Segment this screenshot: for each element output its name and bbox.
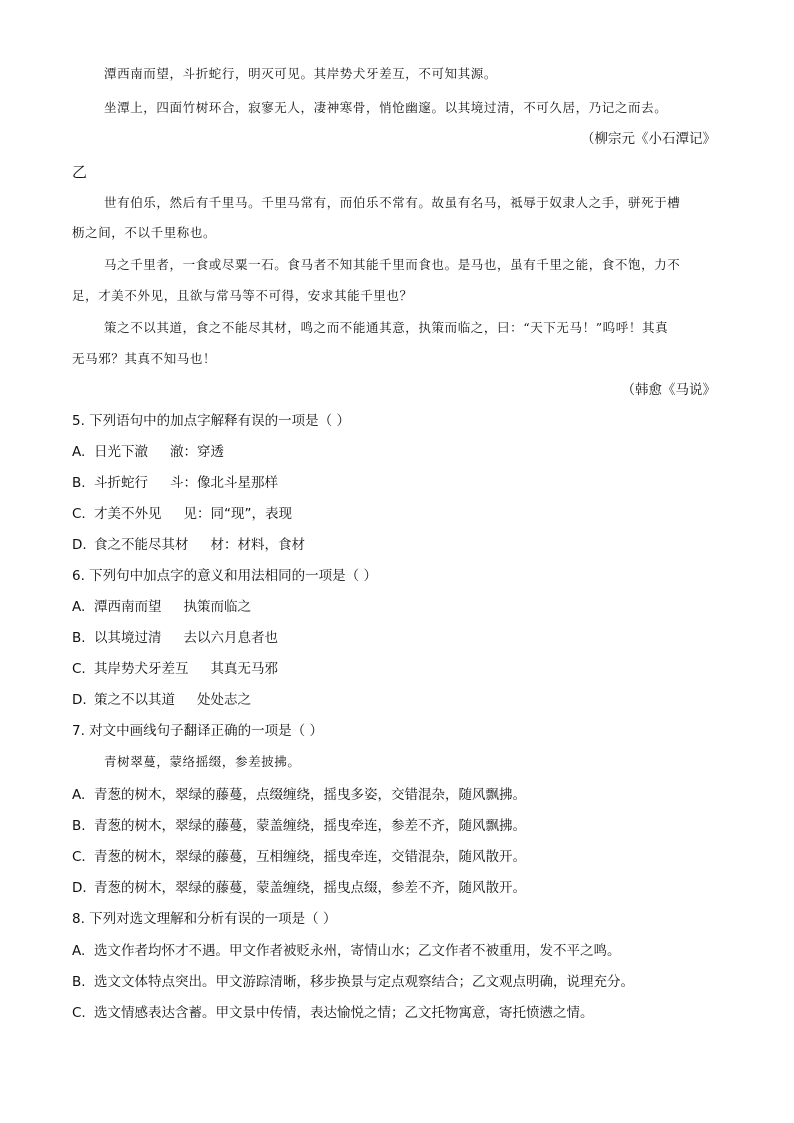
option-letter: A. xyxy=(72,444,86,460)
option-letter: C. xyxy=(72,849,86,865)
option-phrase: 食之不能尽其材 xyxy=(94,537,189,553)
q5-option-d xyxy=(72,535,305,555)
option-phrase: 以其境过清 xyxy=(94,630,162,646)
q5-option-c xyxy=(72,504,292,524)
option-note: 澈：穿透 xyxy=(170,444,224,460)
q7-quote: 青树翠蔓，蒙络摇缀，参差披拂。 xyxy=(104,754,301,769)
q6-option-a xyxy=(72,597,251,617)
option-note: 斗：像北斗星那样 xyxy=(170,475,278,491)
passage-b-p2-line-1: 马之千里者，一食或尽粟一石。食马者不知其能千里而食也。是马也，虽有千里之能，食不饱，力不 xyxy=(104,257,681,272)
option-phrase: 才美不外见 xyxy=(94,506,162,522)
option-text: 选文文体特点突出。甲文游踪清晰，移步换景与定点观察结合；乙文观点明确，说理充分。 xyxy=(94,974,634,990)
option-phrase: 策之不以其道 xyxy=(94,692,175,708)
option-text: 青葱的树木，翠绿的藤蔓，互相缠绕，摇曳牵连，交错混杂，随风散开。 xyxy=(94,849,526,865)
option-note: 执策而临之 xyxy=(183,599,251,615)
option-letter: B. xyxy=(72,630,86,646)
option-letter: C. xyxy=(72,1005,86,1021)
passage-b-p3-line-2: 无马邪？其真不知马也！ xyxy=(72,351,217,366)
q7-stem: 7. 对文中画线句子翻译正确的一项是（ ） xyxy=(72,723,323,739)
option-text: 青葱的树木，翠绿的藤蔓，蒙盖缠绕，摇曳点缀，参差不齐，随风散开。 xyxy=(94,880,526,896)
passage-b-source: （韩愈《马说》 xyxy=(621,382,716,398)
q6-stem: 6. 下列句中加点字的意义和用法相同的一项是（ ） xyxy=(72,568,377,584)
option-note: 处处志之 xyxy=(197,692,251,708)
option-letter: C. xyxy=(72,506,86,522)
option-phrase: 潭西南而望 xyxy=(94,599,162,615)
q6-option-d xyxy=(72,690,251,710)
passage-b-p3-line-1: 策之不以其道，食之不能尽其材，鸣之而不能通其意，执策而临之，曰：“天下无马！”呜呼！其真 xyxy=(104,320,669,335)
option-letter: B. xyxy=(72,818,86,834)
passage-b-p1-line-2: 枥之间，不以千里称也。 xyxy=(72,225,217,240)
option-note: 材：材料，食材 xyxy=(210,537,305,553)
option-letter: A. xyxy=(72,943,86,959)
option-phrase: 斗折蛇行 xyxy=(94,475,148,491)
q5-stem: 5. 下列语句中的加点字解释有误的一项是（ ） xyxy=(72,413,350,429)
option-letter: D. xyxy=(72,537,87,553)
q7-option-d xyxy=(72,878,526,898)
option-note: 去以六月息者也 xyxy=(183,630,278,646)
option-letter: D. xyxy=(72,692,87,708)
q8-option-c xyxy=(72,1003,594,1023)
option-phrase: 日光下澈 xyxy=(94,444,148,460)
option-text: 选文情感表达含蓄。甲文景中传情，表达愉悦之情；乙文托物寓意，寄托愤懑之情。 xyxy=(94,1005,594,1021)
option-letter: A. xyxy=(72,787,86,803)
q5-option-b xyxy=(72,473,278,493)
q5-option-a xyxy=(72,442,224,462)
option-letter: B. xyxy=(72,475,86,491)
option-text: 选文作者均怀才不遇。甲文作者被贬永州，寄情山水；乙文作者不被重用，发不平之鸣。 xyxy=(94,943,621,959)
passage-b-label: 乙 xyxy=(72,163,88,181)
passage-b-p1-line-1: 世有伯乐，然后有千里马。千里马常有，而伯乐不常有。故虽有名马，祗辱于奴隶人之手，骈死于槽 xyxy=(104,195,681,210)
q8-option-a xyxy=(72,941,621,961)
option-text: 青葱的树木，翠绿的藤蔓，点缀缠绕，摇曳多姿，交错混杂，随风飘拂。 xyxy=(94,787,526,803)
option-note: 其真无马邪 xyxy=(210,661,278,677)
passage-a-source: （柳宗元《小石潭记》 xyxy=(581,131,716,147)
passage-b-p2-line-2: 足，才美不外见，且欲与常马等不可得，安求其能千里也？ xyxy=(72,288,413,303)
option-letter: A. xyxy=(72,599,86,615)
option-note: 见：同“现”，表现 xyxy=(183,506,292,522)
q7-option-a xyxy=(72,785,526,805)
q8-stem: 8. 下列对选文理解和分析有误的一项是（ ） xyxy=(72,911,337,927)
q6-option-c xyxy=(72,659,278,679)
option-letter: D. xyxy=(72,880,87,896)
option-letter: B. xyxy=(72,974,86,990)
option-phrase: 其岸势犬牙差互 xyxy=(94,661,189,677)
q8-option-b xyxy=(72,972,634,992)
passage-a-line-2: 坐潭上，四面竹树环合，寂寥无人，凄神寒骨，悄怆幽邃。以其境过清，不可久居，乃记之而去。 xyxy=(104,100,668,115)
passage-a-line-1: 潭西南而望，斗折蛇行，明灭可见。其岸势犬牙差互，不可知其源。 xyxy=(104,66,498,81)
q6-option-b xyxy=(72,628,278,648)
option-letter: C. xyxy=(72,661,86,677)
option-text: 青葱的树木，翠绿的藤蔓，蒙盖缠绕，摇曳牵连，参差不齐，随风飘拂。 xyxy=(94,818,526,834)
q7-option-b xyxy=(72,816,526,836)
q7-option-c xyxy=(72,847,526,867)
